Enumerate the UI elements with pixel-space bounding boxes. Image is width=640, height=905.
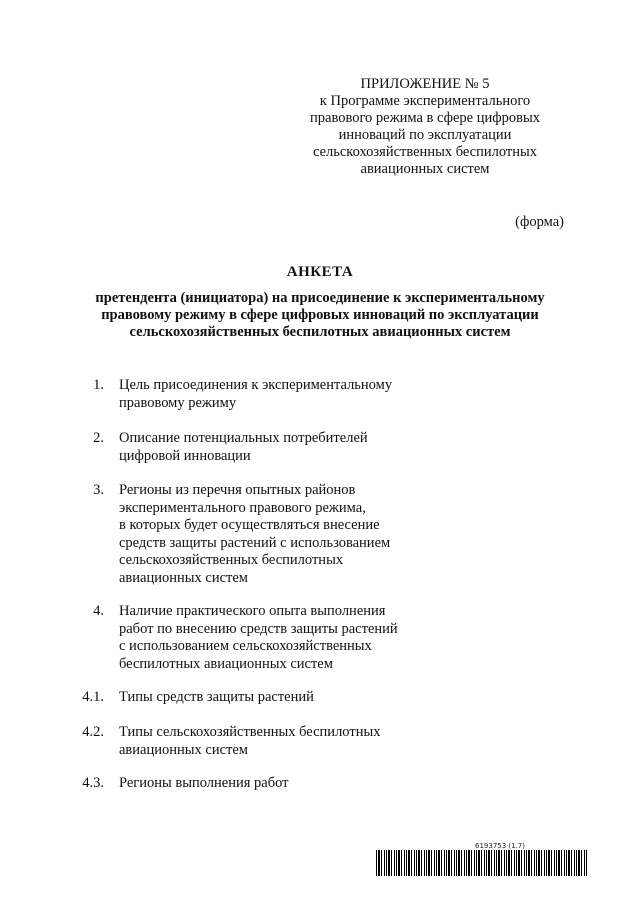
item-line: авиационных систем: [119, 569, 248, 586]
item-number: 2.: [93, 430, 104, 446]
item-text: [119, 724, 439, 759]
item-text: [119, 430, 439, 465]
item-text: [119, 603, 439, 673]
item-line: Регионы из перечня опытных районов: [119, 482, 356, 498]
item-text: [119, 377, 439, 412]
subtitle-line: правовому режиму в сфере цифровых инноваций по эксплуатации: [101, 307, 539, 323]
item-number: 4.3.: [82, 775, 104, 791]
item-number: 4.: [93, 603, 104, 619]
item-number: 3.: [93, 482, 104, 498]
appendix-line: к Программе экспериментального: [319, 93, 531, 109]
item-text: [119, 482, 439, 587]
appendix-line: инноваций по эксплуатации: [338, 127, 512, 143]
item-line: Типы средств защиты растений: [119, 689, 314, 705]
subtitle-line: сельскохозяйственных беспилотных авиационных систем: [129, 324, 511, 340]
appendix-line: сельскохозяйственных беспилотных: [312, 144, 538, 160]
appendix-line: правового режима в сфере цифровых: [310, 110, 540, 126]
appendix-line: авиационных систем: [360, 161, 490, 177]
item-line: средств защиты растений с использованием: [119, 534, 391, 551]
item-line: сельскохозяйственных беспилотных: [119, 552, 344, 568]
item-number: 4.1.: [82, 689, 104, 705]
item-number: 4.2.: [82, 724, 104, 740]
item-line: беспилотных авиационных систем: [119, 655, 333, 672]
item-text: [119, 775, 439, 793]
item-line: Наличие практического опыта выполнения: [119, 603, 386, 619]
item-line: правовому режиму: [119, 394, 237, 411]
item-line: Типы сельскохозяйственных беспилотных: [119, 724, 381, 740]
item-line: экспериментального правового режима,: [119, 499, 366, 516]
form-label: (форма): [515, 214, 564, 230]
item-text: [119, 689, 439, 707]
barcode: [376, 850, 588, 876]
item-line: цифровой инновации: [119, 447, 251, 464]
item-line: Описание потенциальных потребителей: [119, 430, 368, 446]
item-line: в которых будет осуществляться внесение: [119, 517, 380, 533]
appendix-line: ПРИЛОЖЕНИЕ № 5: [360, 76, 490, 92]
item-line: авиационных систем: [119, 741, 248, 758]
barcode-number: 6193753 (1.7): [475, 842, 525, 850]
subtitle-line: претендента (инициатора) на присоединение к экспериментальному: [95, 290, 545, 306]
item-line: Цель присоединения к экспериментальному: [119, 377, 393, 393]
item-line: Регионы выполнения работ: [119, 775, 289, 791]
item-number: 1.: [93, 377, 104, 393]
item-line: работ по внесению средств защиты растений: [119, 620, 398, 637]
document-title: АНКЕТА: [286, 264, 354, 280]
item-line: с использованием сельскохозяйственных: [119, 638, 372, 654]
